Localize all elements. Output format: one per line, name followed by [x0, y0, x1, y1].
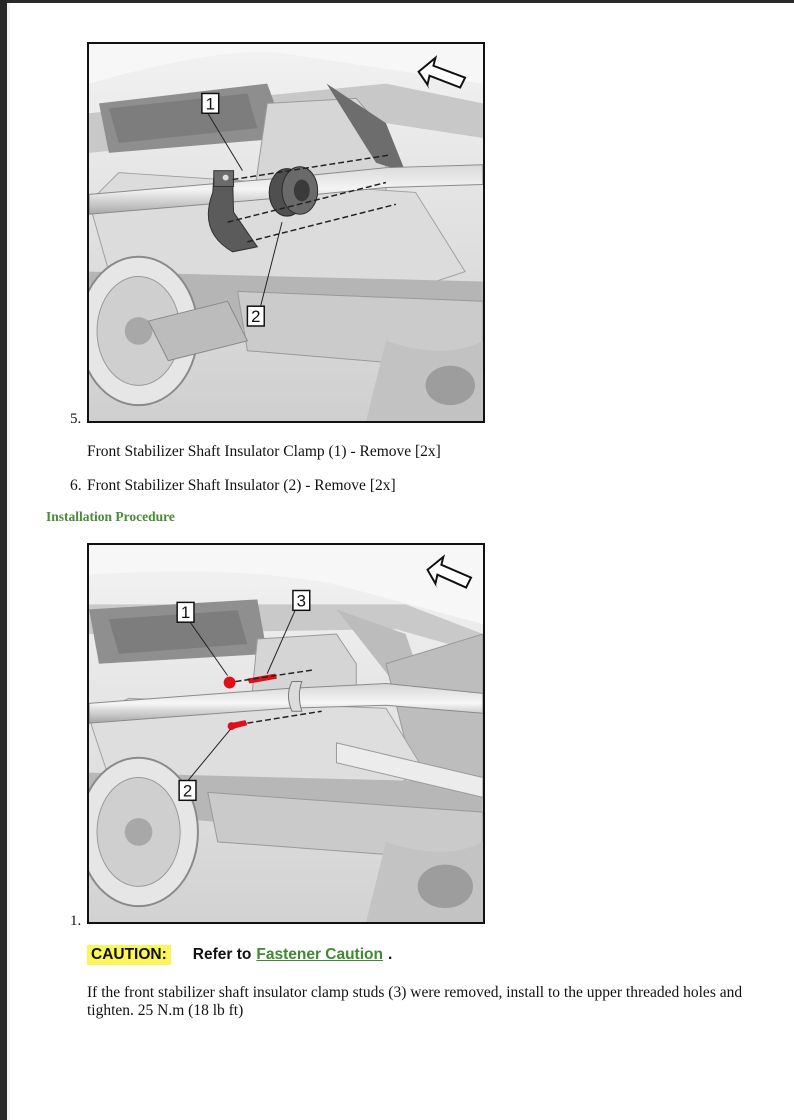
svg-text:2: 2	[251, 307, 261, 327]
callout-2	[179, 781, 196, 801]
svg-text:1: 1	[180, 603, 191, 623]
svg-text:3: 3	[296, 591, 307, 611]
window-top-edge	[0, 0, 794, 3]
callout-3	[293, 591, 310, 611]
stabilizer-shaft-removal-illustration	[89, 44, 483, 421]
callout-2	[247, 306, 264, 326]
section-heading-installation: Installation Procedure	[46, 509, 175, 524]
caution-refer-text: Refer to	[192, 946, 252, 963]
stabilizer-shaft-installation-illustration	[89, 545, 483, 922]
step-text: Front Stabilizer Shaft Insulator (2) - Remove [2x]	[87, 477, 396, 494]
step-number: 6.	[70, 477, 82, 494]
caution-label: CAUTION:	[87, 945, 171, 965]
callout-1	[202, 93, 219, 113]
window-left-edge	[0, 0, 7, 1120]
caution-period: .	[387, 946, 393, 963]
installation-figure	[87, 543, 485, 924]
caution-notice	[87, 944, 392, 966]
step-text: Front Stabilizer Shaft Insulator Clamp (1) - Remove [2x]	[87, 443, 441, 460]
page-left-shadow	[7, 3, 10, 1120]
svg-text:2: 2	[182, 781, 193, 801]
fastener-caution-link[interactable]: Fastener Caution	[256, 946, 383, 963]
installation-step-text: If the front stabilizer shaft insulator clamp studs (3) were removed, install to the upper threaded holes and tighten. 25 N.m (18 lb ft)	[87, 984, 743, 1019]
svg-text:1: 1	[205, 94, 215, 114]
callout-1	[177, 602, 194, 622]
step-number: 5.	[70, 411, 82, 427]
removal-figure	[87, 42, 485, 423]
step-number: 1.	[70, 913, 82, 929]
